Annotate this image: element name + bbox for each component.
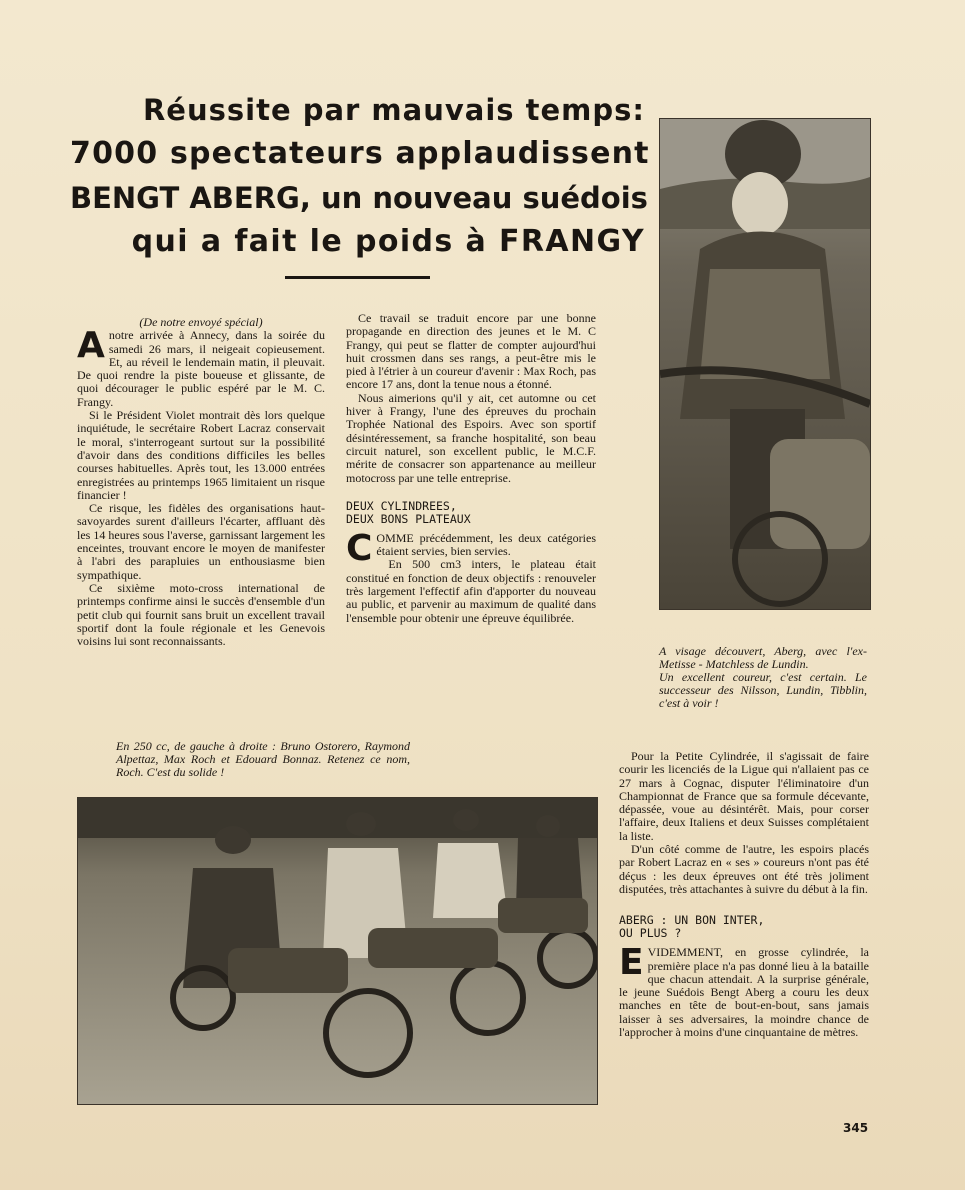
headline-line-1: Réussite par mauvais temps: xyxy=(142,93,645,127)
column-1-paragraph-1-text: notre arrivée à Annecy, dans la soirée du samedi 26 mars, il neigeait copieusement. Et, au réveil le lendemain matin, il pleuvait. De quoi rendre la piste boueuse et glissante, de quoi décourager le public espéré par le M. C. Frangy. xyxy=(77,328,325,409)
headline-line-2: 7000 spectateurs applaudissent xyxy=(70,136,650,171)
subheading-line-1: ABERG : UN BON INTER, xyxy=(619,913,765,928)
page-number: 345 xyxy=(843,1121,869,1135)
headline-line-3: BENGT ABERG, un nouveau suédois xyxy=(70,181,648,215)
column-2-paragraph-3 xyxy=(346,527,596,569)
photo-aberg-image xyxy=(660,119,870,609)
caption-bottom xyxy=(116,740,410,779)
drop-cap-c: C xyxy=(346,527,373,569)
headline-rule xyxy=(285,276,430,279)
column-2-paragraph-4: En 500 cm3 inters, le plateau était constitué en fonction de deux objectifs : renouveler très largement l'effectif afin d'apporter du nouveau au public, et parvenir au maximum de qualité dans l'ensemble pour obtenir une épreuve équilibrée. xyxy=(346,557,596,625)
column-2 xyxy=(346,312,596,625)
headline-line-4: qui a fait le poids à FRANGY xyxy=(131,224,645,259)
drop-cap-e: E xyxy=(619,942,644,984)
column-3 xyxy=(619,750,869,1039)
column-1 xyxy=(77,316,325,648)
column-1-paragraph-1 xyxy=(77,325,325,409)
column-1-paragraph-2: Si le Président Violet montrait dès lors quelque inquiétude, le secrétaire Robert Lacraz conservait le moral, s'interrogeant surtout sur la possibilité d'avoir dans des conditions difficiles les belles courses habituelles. Après tout, les 13.000 entrées enregistrées au printemps 1965 limitaient un risque financier ! xyxy=(77,408,325,502)
caption-right-line-1: A visage découvert, Aberg, avec l'ex-Metisse - Matchless de Lundin. xyxy=(659,644,867,671)
column-3-paragraph-3 xyxy=(619,942,869,1040)
photo-aberg-portrait xyxy=(659,118,871,610)
column-3-paragraph-1: Pour la Petite Cylindrée, il s'agissait de faire courir les licenciés de la Ligue qui n'allaient pas ce 27 mars à Cognac, disputer l'éliminatoire d'un Championnat de France que sa formule décevante, dépassée, voue au désintérêt. Mais, pour corser l'affaire, deux Italiens et deux Suisses complétaient la liste. xyxy=(619,749,869,843)
column-3-paragraph-3-text: VIDEMMENT, en grosse cylindrée, la première place n'a pas donné lieu à la bataille que chacun attendait. A la surprise générale, le jeune Suédois Bengt Aberg a couru les deux manches en tête de bout-en-bout, sans jamais laisser à ses adversaires, la moindre chance de l'approcher à moins d'une cinquantaine de mètres. xyxy=(619,945,869,1040)
column-2-paragraph-1: Ce travail se traduit encore par une bonne propagande en direction des jeunes et le M. C Frangy, qui peut se flatter de compter aujourd'hui huit crossmen dans ses rangs, a peut-être mis le pied à l'étrier à un coureur d'avenir : Max Roch, pas encore 17 ans, dont la tenue nous a étonné. xyxy=(346,311,596,392)
column-1-paragraph-4: Ce sixième moto-cross international de printemps confirme ainsi le succès d'ensemble d'un petit club qui fournit sans bruit un excellent travail sportif dont la foule régionale et les Genevois voisins lui sont reconnaissants. xyxy=(77,580,325,649)
subheading-line-2: OU PLUS ? xyxy=(619,926,682,941)
drop-cap-a: A xyxy=(77,325,105,367)
column-3-paragraph-2: D'un côté comme de l'autre, les espoirs placés par Robert Lacraz en « ses » coureurs n'ont pas été déçus : les deux épreuves ont été très joliment disputées, très attachantes à suivre du début à la fin. xyxy=(619,842,869,896)
byline: (De notre envoyé spécial) xyxy=(139,315,263,329)
column-2-paragraph-3-text: OMME précédemment, les deux catégories étaient servies, bien servies. xyxy=(376,530,596,559)
photo-riders-image xyxy=(78,798,597,1104)
column-2-paragraph-2: Nous aimerions qu'il y ait, cet automne ou cet hiver à Frangy, l'une des épreuves du prochain Trophée National des Espoirs. Avec son sportif désintéressement, sa franche hospitalité, son beau circuit naturel, son excellent public, le M.C.F. mérite de consacrer son appartenance au meilleur motocross par une telle entreprise. xyxy=(346,390,596,485)
subheading-aberg-bon-inter xyxy=(619,914,869,940)
caption-bottom-text: En 250 cc, de gauche à droite : Bruno Ostorero, Raymond Alpettaz, Max Roch et Edouard Bonnaz. Retenez ce nom, Roch. C'est du solide ! xyxy=(116,739,410,779)
photo-250cc-riders xyxy=(77,797,598,1105)
caption-right xyxy=(659,645,867,710)
subheading-deux-cylindrees xyxy=(346,500,596,526)
caption-right-line-2: Un excellent coureur, c'est certain. Le successeur des Nilsson, Lundin, Tibblin, c'est à voir ! xyxy=(659,670,867,710)
column-1-paragraph-3: Ce risque, les fidèles des organisations haut-savoyardes surent d'ailleurs l'écarter, affluant dès les 14 heures sous l'averse, garnissant largement les enceintes, trouvant encore le moyen de manifester à l'abri des parapluies un enthousiasme bien sympathique. xyxy=(77,501,325,582)
headline xyxy=(70,88,650,264)
subheading-line-2: DEUX BONS PLATEAUX xyxy=(346,511,471,526)
subheading-line-1: DEUX CYLINDREES, xyxy=(346,498,457,513)
